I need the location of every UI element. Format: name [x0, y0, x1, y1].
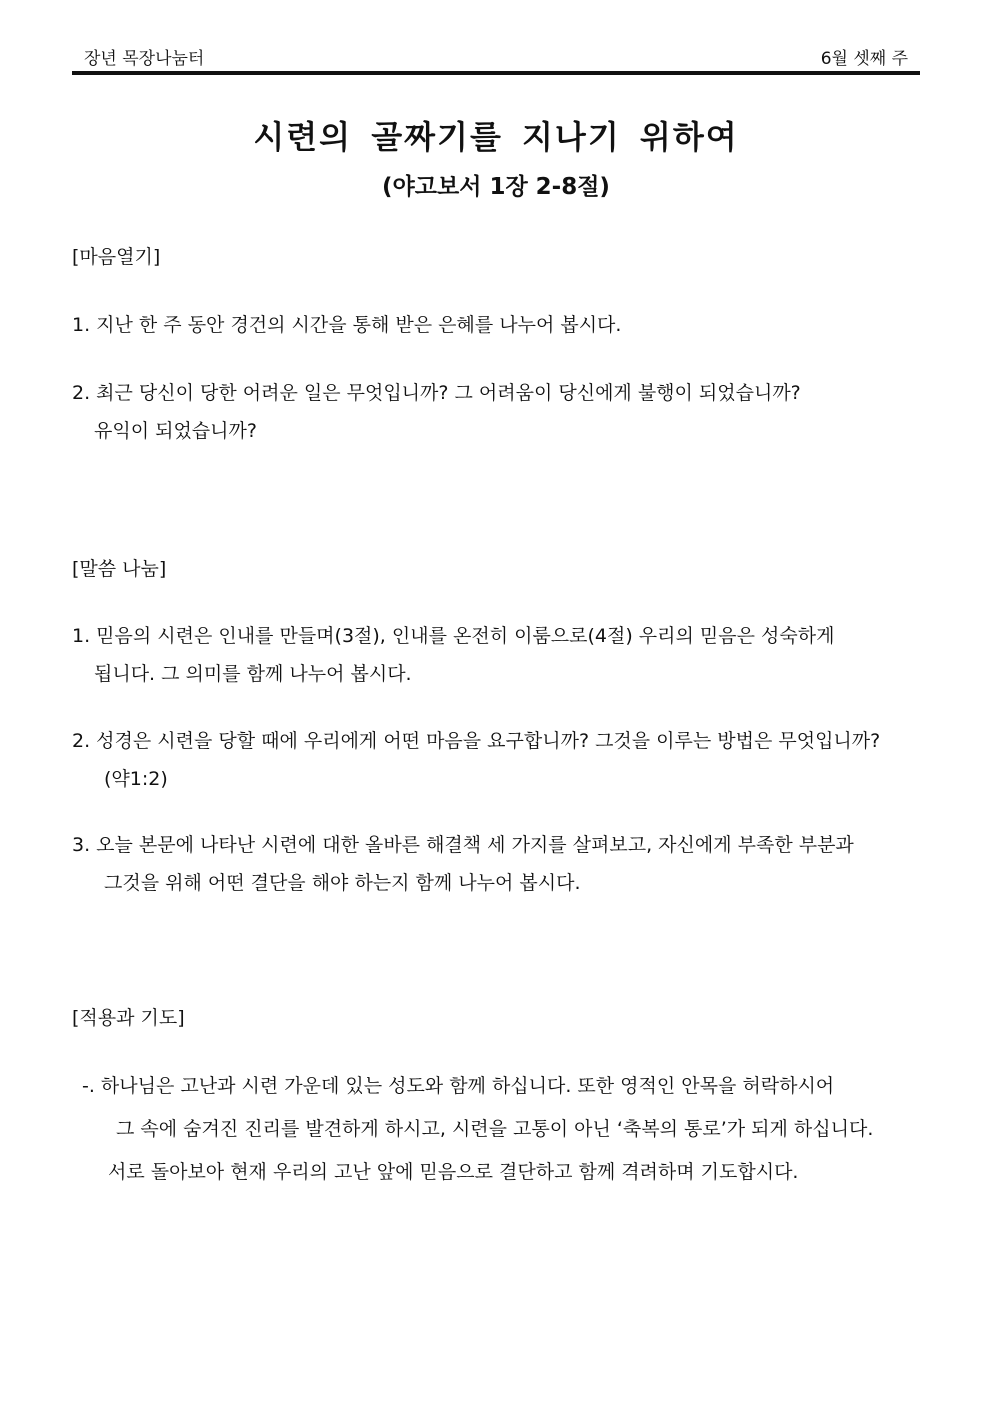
scripture-reference: (야고보서 1장 2-8절): [382, 174, 610, 200]
header-divider: [72, 71, 920, 75]
prayer-line: 그 속에 숨겨진 진리를 발견하게 하시고, 시련을 고통이 아닌 ‘축복의 통로’가 되게 하십니다.: [116, 1118, 874, 1140]
header-week: 6월 셋째 주: [820, 49, 908, 69]
question-line-continued: (약1:2): [104, 768, 168, 790]
word-question-2: [72, 722, 932, 798]
header-group-name: 장년 목장나눔터: [84, 49, 205, 69]
question-line-continued: 됩니다. 그 의미를 함께 나누어 봅시다.: [94, 663, 412, 685]
word-question-3: [72, 826, 932, 902]
section-label-application: [적용과 기도]: [72, 1007, 185, 1029]
application-prayer: [82, 1065, 932, 1194]
question-line-continued: 유익이 되었습니까?: [94, 420, 257, 442]
question-line: 2. 최근 당신이 당한 어려운 일은 무엇입니까? 그 어려움이 당신에게 불행이 되었습니까?: [72, 382, 801, 404]
word-question-1: [72, 617, 932, 693]
question-line: 2. 성경은 시련을 당할 때에 우리에게 어떤 마음을 요구합니까? 그것을 이루는 방법은 무엇입니까?: [72, 730, 881, 752]
section-label-word: [말씀 나눔]: [72, 558, 167, 580]
section-label-opening: [마음열기]: [72, 246, 161, 268]
opening-question-2: [72, 374, 932, 450]
question-line: 1. 지난 한 주 동안 경건의 시간을 통해 받은 은혜를 나누어 봅시다.: [72, 314, 622, 336]
page-title: 시련의 골짜기를 지나기 위하여: [253, 118, 739, 156]
prayer-line: -. 하나님은 고난과 시련 가운데 있는 성도와 함께 하십니다. 또한 영적인 안목을 허락하시어: [82, 1075, 835, 1097]
question-line-continued: 그것을 위해 어떤 결단을 해야 하는지 함께 나누어 봅시다.: [104, 872, 581, 894]
page-header: [72, 42, 920, 70]
opening-question-1: [72, 306, 932, 344]
question-line: 3. 오늘 본문에 나타난 시련에 대한 올바른 해결책 세 가지를 살펴보고, 자신에게 부족한 부분과: [72, 834, 854, 856]
question-line: 1. 믿음의 시련은 인내를 만들며(3절), 인내를 온전히 이룸으로(4절) 우리의 믿음은 성숙하게: [72, 625, 835, 647]
prayer-line: 서로 돌아보아 현재 우리의 고난 앞에 믿음으로 결단하고 함께 격려하며 기도합시다.: [108, 1161, 799, 1183]
